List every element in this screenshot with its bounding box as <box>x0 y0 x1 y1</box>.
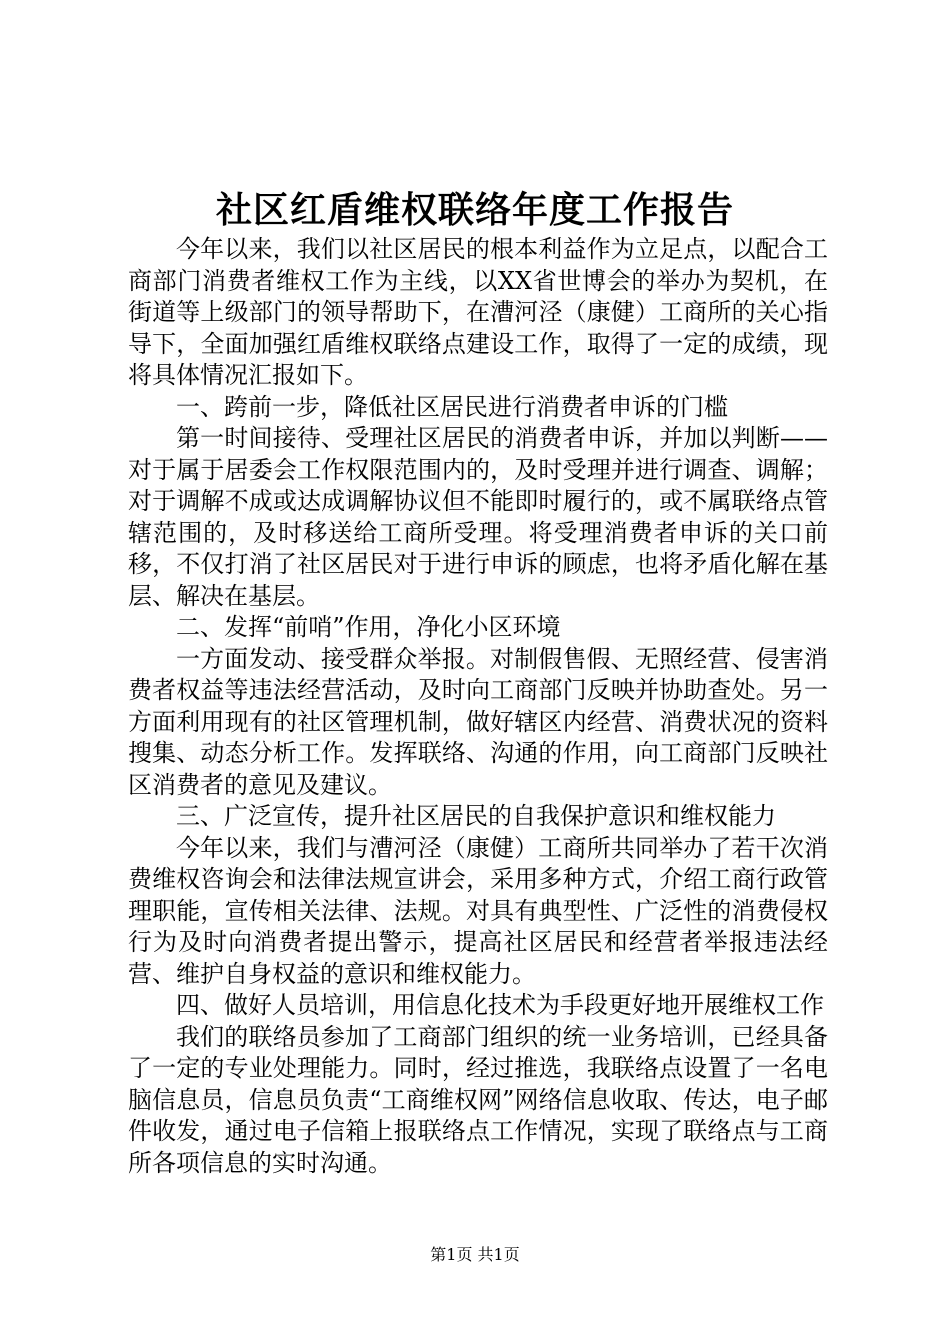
section-heading-4: 四、做好人员培训，用信息化技术为手段更好地开展维权工作 <box>176 991 824 1019</box>
paragraph-intro: 今年以来，我们以社区居民的根本利益作为立足点，以配合工商部门消费者维权工作为主线，以XX省世博会的举办为契机，在街道等上级部门的领导帮助下，在漕河泾（康健）工商所的关心指导下，全面加强红盾维权联络点建设工作，取得了一定的成绩，现将具体情况汇报如下。 <box>128 235 828 389</box>
section-heading-3: 三、广泛宣传，提升社区居民的自我保护意识和维权能力 <box>176 802 776 830</box>
paragraph-section-3: 今年以来，我们与漕河泾（康健）工商所共同举办了若干次消费维权咨询会和法律法规宣讲会，采用多种方式，介绍工商行政管理职能，宣传相关法律、法规。对具有典型性、广泛性的消费侵权行为及时向消费者提出警示，提高社区居民和经营者举报违法经营、维护自身权益的意识和维权能力。 <box>128 833 828 988</box>
document-title: 社区红盾维权联络年度工作报告 <box>215 189 734 231</box>
page-footer: 第1页 共1页 <box>430 1245 520 1264</box>
section-heading-2: 二、发挥“前哨”作用，净化小区环境 <box>176 613 561 641</box>
paragraph-section-1: 第一时间接待、受理社区居民的消费者申诉，并加以判断——对于属于居委会工作权限范围内的，及时受理并进行调查、调解；对于调解不成或达成调解协议但不能即时履行的，或不属联络点管辖范围的，及时移送给工商所受理。将受理消费者申诉的关口前移，不仅打消了社区居民对于进行申诉的顾虑，也将矛盾化解在基层、解决在基层。 <box>128 424 828 610</box>
section-heading-1: 一、跨前一步，降低社区居民进行消费者申诉的门槛 <box>176 392 728 421</box>
document-body <box>128 234 828 1179</box>
paragraph-section-4: 我们的联络员参加了工商部门组织的统一业务培训，已经具备了一定的专业处理能力。同时，经过推选，我联络点设置了一名电脑信息员，信息员负责“工商维权网”网络信息收取、传达，电子邮件收发，通过电子信箱上报联络点工作情况，实现了联络点与工商所各项信息的实时沟通。 <box>128 1022 828 1177</box>
paragraph-section-2: 一方面发动、接受群众举报。对制假售假、无照经营、侵害消费者权益等违法经营活动，及时向工商部门反映并协助查处。另一方面利用现有的社区管理机制，做好辖区内经营、消费状况的资料搜集、动态分析工作。发挥联络、沟通的作用，向工商部门反映社区消费者的意见及建议。 <box>128 644 828 799</box>
